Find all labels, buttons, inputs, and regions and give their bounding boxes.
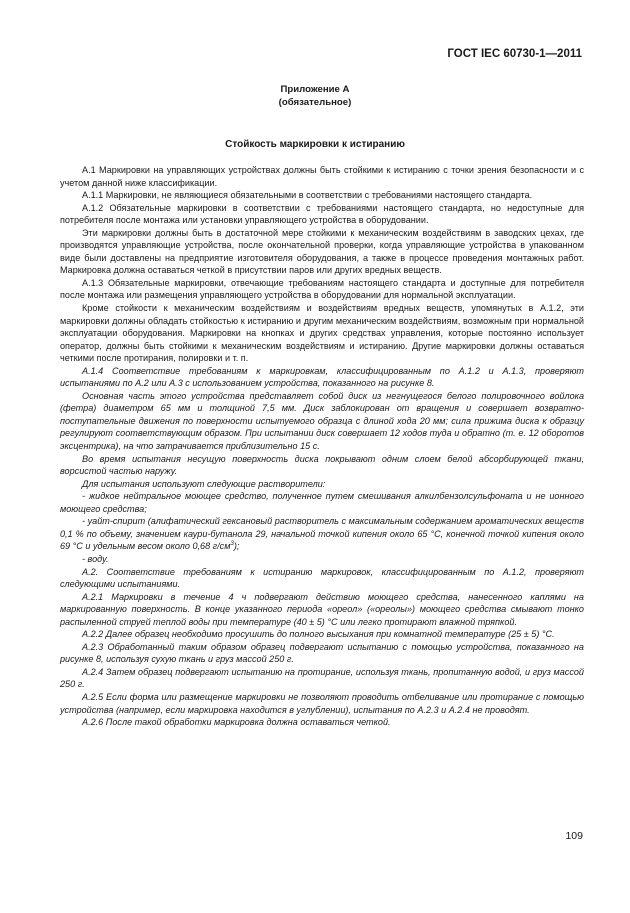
white-spirit-text: - уайт-спирит (алифатический гексановый растворитель с максимальным содержанием ароматических веществ 0,1 % по объему, значением каури-бутанола 29, начальной точкой кипения около 65 °С, конечной точкой кипения около 69 °С и удельным весом около 0,68 г/см [60,516,584,552]
paragraph-a2-1: А.2.1 Маркировки в течение 4 ч подвергают действию моющего средства, нанесенного каплями на маркированную поверхность. В конце указанного периода «ореол» («ореолы») моющего средства смывают тонко распыленной струей теплой воды при температуре (40 ± 5) °С или легко протирают влажной тряпкой. [60,591,584,627]
standard-header: ГОСТ IEC 60730-1—2011 [447,48,582,60]
paragraph-a2: А.2. Соответствие требованиям к истиранию маркировок, классифицированным по А.1.2, проверяют следующими испытаниями. [60,566,584,590]
paragraph-a2-3: А.2.3 Обработанный таким образом образец подвергают испытанию с помощью устройства, показанного на рисунке 8, используя сухую ткань и груз массой 250 г. [60,641,584,665]
paragraph-a1-4: А.1.4 Соответствие требованиям к маркировкам, классифицированным по А.1.2 и А.1.3, проверяют испытаниями по А.2 или А.3 с использованием устройства, показанного на рисунке 8. [60,365,584,389]
solvent-item-water: - воду. [82,553,109,564]
paragraph-a1-2-detail: Эти маркировки должны быть в достаточной мере стойкими к механическим воздействиям в заводских цехах, где производятся управляющие устройства, после окончательной проверки, когда управляющие устройства в упакованном виде были доставлены на предприятие изготовителя оборудования, а также в процессе проведения монтажных работ. Маркировка должна оставаться четкой в присутствии паров или других вредных веществ. [60,227,584,276]
annex-heading [0,84,630,109]
paragraph-a2-4: А.2.4 Затем образец подвергают испытанию на протирание, используя ткань, пропитанную водой, и груз массой 250 г. [60,666,584,690]
white-spirit-end: ); [233,541,240,552]
paragraph-a2-5: А.2.5 Если форма или размещение маркировки не позволяют проводить отбеливание или протирание с помощью устройства (например, если маркировка находится в углублении), испытания по А.2.3 и А.2.4 не проводят. [60,691,584,715]
paragraph-a1-2: А.1.2 Обязательные маркировки в соответствии с требованиями настоящего стандарта, но недоступные для потребителя после монтажа или установки управляющего устройства в оборудовании. [60,202,584,226]
paragraph-device-description: Основная часть этого устройства представляет собой диск из негнущегося белого полировочного войлока (фетра) диаметром 65 мм и толщиной 7,5 мм. Диск заблокирован от вращения и совершает возвратно-поступательные движения по поверхности испытуемого образца с длиной хода 20 мм; сила прижима диска к образцу регулируют соответствующим образом. При испытании диск совершает 12 ходов туда и обратно (т. е. 12 оборотов эксцентрика), на что затрачивается приблизительно 15 с. [60,390,584,452]
page-number: 109 [565,830,583,842]
annex-title: Приложение А [280,84,350,95]
paragraph-cloth: Во время испытания несущую поверхность диска покрывают одним слоем белой абсорбирующей ткани, ворсистой частью наружу. [60,453,584,477]
cubic-superscript: 3 [230,541,234,548]
paragraph-a2-2: А.2.2 Далее образец необходимо просушить до полного высыхания при комнатной температуре (25 ± 5) °С. [82,629,555,640]
annex-subtitle: (обязательное) [278,96,352,108]
paragraph-a1-3: А.1.3 Обязательные маркировки, отвечающие требованиям настоящего стандарта и доступные для потребителя после монтажа или размещения управляющего устройства в оборудовании для нормальной эксплуатации. [60,277,584,301]
solvent-item-white-spirit [60,515,584,553]
paragraph-a2-6: А.2.6 После такой обработки маркировка должна оставаться четкой. [82,717,391,728]
paragraph-solvents-intro: Для испытания используют следующие растворители: [82,478,326,489]
solvent-item-detergent: - жидкое нейтральное моющее средство, полученное путем смешивания алкилбензолсульфоната и не ионного моющего средства; [60,491,584,514]
paragraph-a1: А.1 Маркировки на управляющих устройствах должны быть стойкими к истиранию с точки зрения безопасности и с учетом данной ниже классификации. [60,165,584,188]
paragraph-a1-1: А.1.1 Маркировки, не являющиеся обязательными в соответствии с требованиями настоящего стандарта. [82,190,533,201]
section-title: Стойкость маркировки к истиранию [225,139,405,150]
paragraph-a1-3-detail: Кроме стойкости к механическим воздействиям и воздействиям вредных веществ, упомянутых в А.1.2, эти маркировки должны обладать стойкостью к истиранию и другим механическим воздействиям, возможным при нормальной эксплуатации оборудования. Маркировки на кнопках и других средствах управления, которые постоянно использует оператор, должны быть стойкими к механическим воздействиям и истиранию. Другие маркировки должны оставаться четкими после протирания, полировки и т. п. [60,303,584,364]
document-body [60,164,584,729]
